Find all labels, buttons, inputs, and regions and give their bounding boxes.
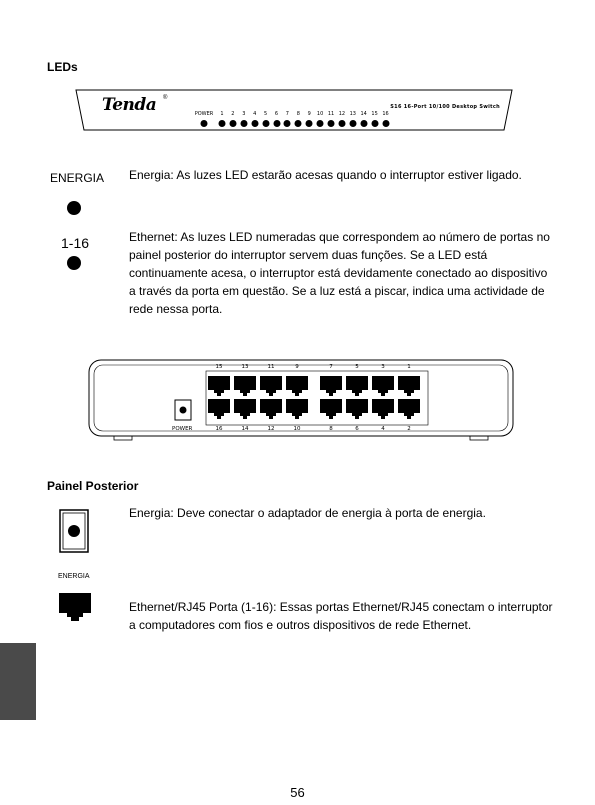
ethernet-port-line: Ethernet/RJ45 Porta (1-16): Essas portas Ethernet/RJ45 conectam o interruptor	[129, 600, 553, 614]
rj45-port	[286, 399, 308, 419]
rear-port-number-bottom: 14	[241, 426, 249, 432]
rear-power-label: POWER	[172, 426, 193, 432]
rj45-port	[346, 399, 368, 419]
rear-port-number-top: 1	[407, 364, 411, 370]
energia-led-description: Energia: As luzes LED estarão acesas quando o interruptor estiver ligado.	[129, 168, 522, 182]
power-port-icon	[59, 509, 89, 553]
rj45-port	[346, 376, 368, 396]
rear-port-number-bottom: 16	[215, 426, 223, 432]
brand-logo: Tenda	[102, 95, 157, 115]
rear-port-number-top: 7	[329, 364, 333, 370]
rj45-port	[320, 376, 342, 396]
rear-port-number-top: 11	[267, 364, 275, 370]
energia-led-label: ENERGIA	[50, 171, 105, 185]
model-name: S16 16-Port 10/100 Desktop Switch	[390, 104, 500, 110]
ethernet-port-description	[129, 598, 569, 634]
port-led	[229, 120, 236, 127]
front-led-label: 5	[264, 111, 268, 117]
rj45-port	[234, 399, 256, 419]
front-led-label: 14	[360, 111, 367, 117]
front-led-label: 12	[338, 111, 346, 117]
port-led	[306, 120, 313, 127]
rear-port-number-bottom: 4	[381, 426, 385, 432]
energia-led-dot-icon	[67, 201, 81, 215]
rj45-port	[372, 399, 394, 419]
port-led	[360, 120, 367, 127]
port-led	[219, 120, 226, 127]
port-led	[382, 120, 389, 127]
rj45-port	[398, 376, 420, 396]
port-led	[371, 120, 378, 127]
brand-registered-mark: ®	[163, 95, 168, 101]
front-led-label: 4	[253, 111, 257, 117]
ethernet-port-line: a computadores com fios e outros dispositivos de rede Ethernet.	[129, 618, 472, 632]
port-led	[295, 120, 302, 127]
ports-led-dot-icon	[67, 256, 81, 270]
port-led	[317, 120, 324, 127]
front-led-label: 9	[307, 111, 311, 117]
rear-port-number-top: 13	[241, 364, 249, 370]
ports-led-line: a través da porta em questão. Se a luz está a piscar, indica uma actividade de	[129, 284, 545, 298]
port-led	[240, 120, 247, 127]
ethernet-port-icon	[59, 593, 91, 621]
rear-port-number-bottom: 12	[267, 426, 275, 432]
power-led	[201, 120, 208, 127]
rear-port-number-top: 5	[355, 364, 359, 370]
side-tab-marker	[0, 643, 36, 720]
ports-led-line: Ethernet: As luzes LED numeradas que correspondem ao número de portas no	[129, 230, 550, 244]
power-port-label: ENERGIA	[58, 573, 90, 580]
rj45-port	[208, 399, 230, 419]
leds-heading: LEDs	[47, 60, 78, 74]
front-led-label: 15	[371, 111, 378, 117]
rj45-port	[234, 376, 256, 396]
ports-led-description	[129, 228, 569, 318]
front-led-label: 8	[296, 111, 300, 117]
port-led	[349, 120, 356, 127]
front-led-label: 3	[242, 111, 246, 117]
front-panel-illustration	[72, 89, 516, 131]
rj45-port	[286, 376, 308, 396]
front-led-label: 13	[349, 111, 356, 117]
front-power-label: POWER	[194, 111, 214, 117]
ports-led-label: 1-16	[61, 235, 90, 251]
ports-led-line: continuamente acesa, o interruptor está devidamente conectado ao dispositivo	[129, 266, 548, 280]
power-port-description: Energia: Deve conectar o adaptador de energia à porta de energia.	[129, 506, 486, 520]
ports-led-line: rede nessa porta.	[129, 302, 223, 316]
rear-panel-heading: Painel Posterior	[47, 479, 139, 493]
front-led-label: 16	[382, 111, 389, 117]
rear-port-number-bottom: 8	[329, 426, 333, 432]
rear-port-number-top: 3	[381, 364, 385, 370]
rj45-port	[208, 376, 230, 396]
rj45-port	[320, 399, 342, 419]
rj45-port	[260, 376, 282, 396]
front-led-label: 6	[274, 111, 279, 117]
rj45-port	[260, 399, 282, 419]
port-led	[251, 120, 258, 127]
rj45-port	[398, 399, 420, 419]
rear-port-number-bottom: 6	[355, 426, 359, 432]
ports-led-line: painel posterior do interruptor servem duas funções. Se a LED está	[129, 248, 488, 262]
front-led-label: 10	[316, 111, 324, 117]
port-led	[338, 120, 345, 127]
rear-port-number-bottom: 2	[407, 426, 411, 432]
port-led	[273, 120, 280, 127]
port-led	[284, 120, 291, 127]
port-led	[328, 120, 335, 127]
rear-port-number-top: 15	[215, 364, 223, 370]
rear-panel-illustration	[88, 359, 514, 443]
front-led-label: 2	[231, 111, 235, 117]
rear-port-number-top: 9	[295, 364, 299, 370]
port-led	[262, 120, 269, 127]
rear-port-number-bottom: 10	[293, 426, 301, 432]
front-led-label: 7	[285, 111, 289, 117]
rj45-port	[372, 376, 394, 396]
page-number: 56	[290, 785, 305, 800]
front-led-label: 11	[327, 111, 335, 117]
front-led-label: 1	[220, 111, 224, 117]
